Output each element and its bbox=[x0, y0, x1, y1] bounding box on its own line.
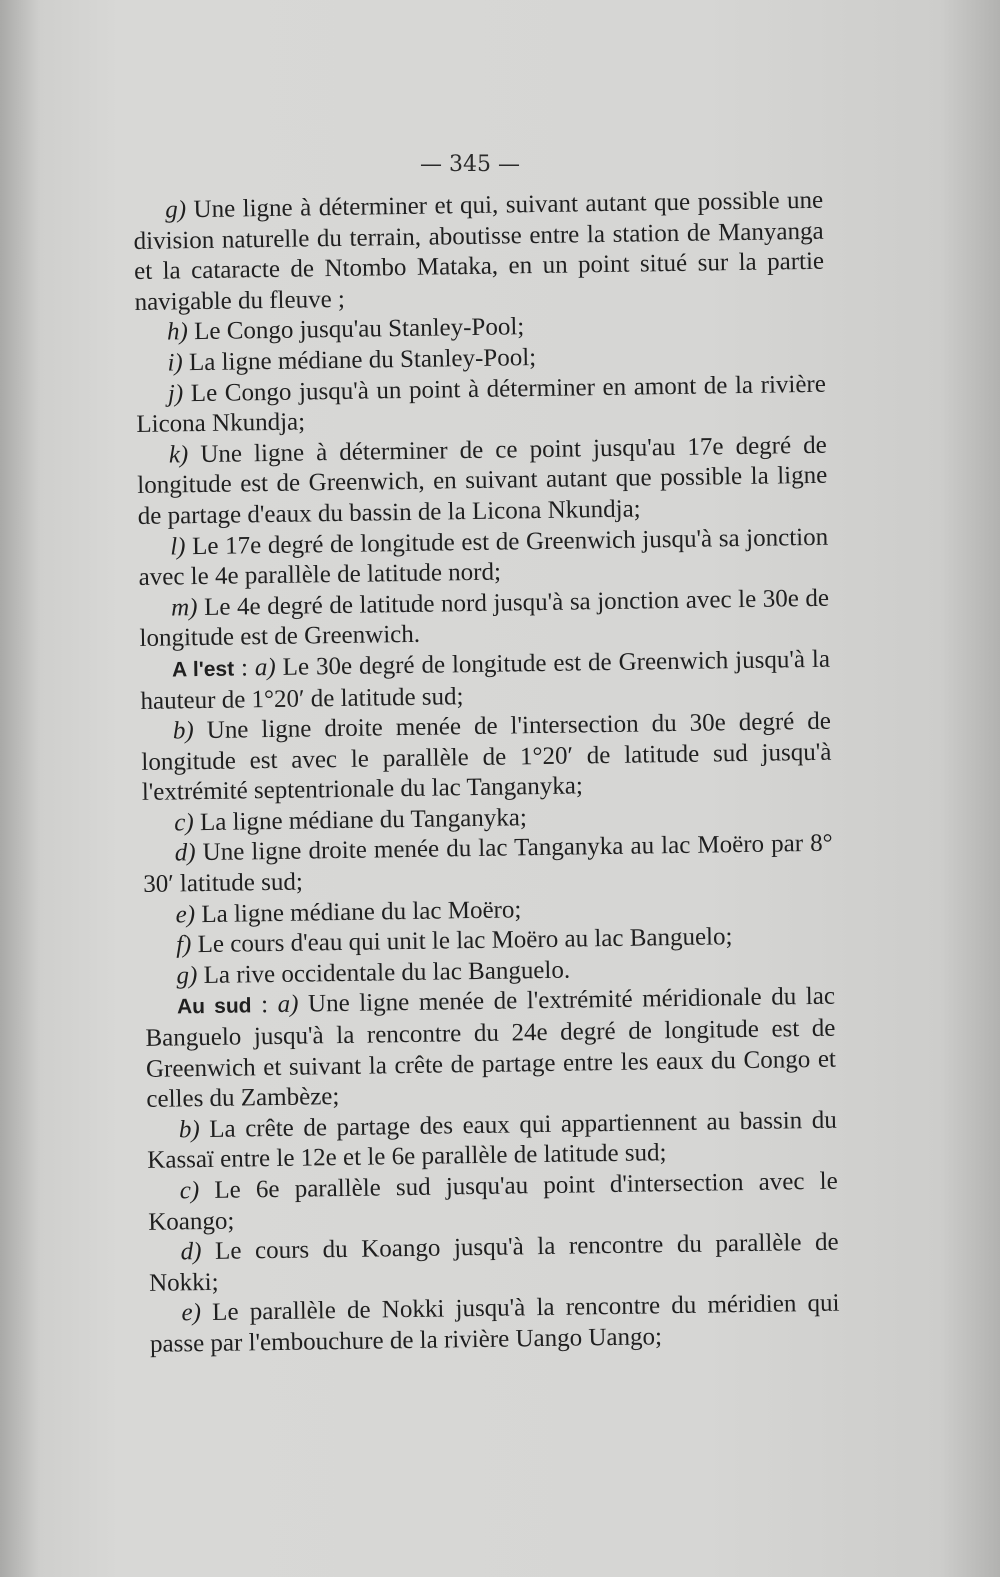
item-marker: b) bbox=[172, 717, 194, 745]
paragraph bbox=[133, 186, 825, 319]
item-text: Une ligne droite menée du lac Tanganyka au lac Moëro par 8° 30′ latitude sud; bbox=[143, 830, 833, 898]
item-text: Le cours d'eau qui unit le lac Moëro au lac Banguelo; bbox=[191, 923, 733, 959]
item-marker: g) bbox=[165, 196, 187, 224]
item-text: Le 30e degré de longitude est de Greenwich jusqu'à la hauteur de 1°20′ de latitude sud; bbox=[140, 645, 831, 715]
paragraph bbox=[141, 707, 832, 809]
paragraph bbox=[138, 522, 829, 593]
item-text: Une ligne menée de l'extrémité méridionale du lac Banguelo jusqu'à la rencontre du 24e degré de longitude est de Greenwich et suivant la crête de partage entre les eaux du Congo et celles du Zambèze; bbox=[145, 983, 837, 1114]
item-marker: f) bbox=[175, 931, 192, 959]
paragraph: Au sud : a) Une ligne menée de l'extrémité méridionale du lac Banguelo jusqu'à la rencontre du 24e degré de longitude est de Greenwich et suivant la crête de partage entre les eaux du Congo et celles du Zambèze; bbox=[145, 983, 837, 1114]
item-text: La rive occidentale du lac Banguelo. bbox=[197, 956, 571, 989]
item-marker: a) bbox=[277, 991, 299, 1019]
item-marker: d) bbox=[174, 839, 196, 867]
paragraph bbox=[148, 1167, 839, 1238]
item-text: Une ligne droite menée de l'intersection du 30e degré de longitude est avec le parallèle de 1°20′ de latitude sud jusqu'à l'extrémité septentrionale du lac Tanganyka; bbox=[141, 707, 832, 807]
item-marker: c) bbox=[174, 809, 194, 837]
item-text: Une ligne à déterminer de ce point jusqu'au 17e degré de longitude est de Greenwich, en suivant autant que possible la ligne de partage d'eaux du bassin de la Licona Nkundja; bbox=[137, 431, 828, 530]
item-marker: a) bbox=[254, 653, 276, 682]
paragraph bbox=[136, 369, 827, 440]
item-marker: l) bbox=[170, 532, 186, 561]
item-marker: e) bbox=[175, 900, 196, 929]
item-text: La crête de partage des eaux qui appartiennent au bassin du Kassaï entre le 12e et le 6e parallèle de latitude sud; bbox=[147, 1106, 837, 1175]
paragraph bbox=[149, 1289, 840, 1360]
item-marker: e) bbox=[181, 1299, 202, 1327]
item-text: Le cours du Koango jusqu'à la rencontre du parallèle de Nokki; bbox=[148, 1228, 839, 1297]
item-marker: d) bbox=[180, 1238, 202, 1266]
paragraph bbox=[139, 583, 830, 654]
item-text: Le 4e degré de latitude nord jusqu'à sa jonction avec le 30e de longitude est de Greenwich. bbox=[139, 584, 830, 653]
item-text: La ligne médiane du Stanley-Pool; bbox=[182, 344, 537, 377]
item-text: La ligne médiane du lac Moëro; bbox=[194, 895, 522, 928]
paragraph: A l'est : a) Le 30e degré de longitude est de Greenwich jusqu'à la hauteur de 1°20′ de latitude sud; bbox=[140, 645, 831, 715]
item-marker: k) bbox=[168, 440, 189, 469]
item-marker: h) bbox=[166, 318, 189, 346]
item-text: Le parallèle de Nokki jusqu'à la rencontre du méridien qui passe par l'embouchure de la rivière Uango Uango; bbox=[149, 1290, 840, 1358]
section-heading: A l'est bbox=[171, 657, 235, 682]
item-marker: c) bbox=[179, 1177, 200, 1205]
page-number: — 345 — bbox=[420, 152, 520, 177]
paragraph bbox=[143, 829, 834, 900]
item-text: Le 17e degré de longitude est de Greenwich jusqu'à sa jonction avec le 4e parallèle de latitude nord; bbox=[138, 523, 829, 592]
paragraph bbox=[147, 1105, 838, 1176]
item-text: Une ligne à déterminer et qui, suivant autant que possible une division naturelle du terrain, aboutisse entre la station de Manyanga et la cataracte de Ntombo Mataka, en un point situé sur la partie navigable du fleuve ; bbox=[133, 186, 825, 316]
item-text: Le Congo jusqu'au Stanley-Pool; bbox=[187, 313, 525, 346]
item-marker: g) bbox=[176, 961, 198, 990]
item-text: La ligne médiane du Tanganyka; bbox=[193, 804, 527, 837]
paragraph bbox=[148, 1228, 839, 1299]
item-marker: j) bbox=[167, 379, 184, 408]
item-marker: b) bbox=[178, 1115, 200, 1144]
item-marker: m) bbox=[170, 593, 198, 622]
paragraph bbox=[137, 430, 828, 532]
item-text: Le Congo jusqu'à un point à déterminer en amont de la rivière Licona Nkundja; bbox=[136, 370, 827, 439]
body-text bbox=[133, 186, 840, 1361]
item-marker: i) bbox=[167, 349, 183, 377]
section-heading: Au sud bbox=[176, 994, 252, 1019]
item-text: Le 6e parallèle sud jusqu'au point d'intersection avec le Koango; bbox=[148, 1167, 838, 1236]
